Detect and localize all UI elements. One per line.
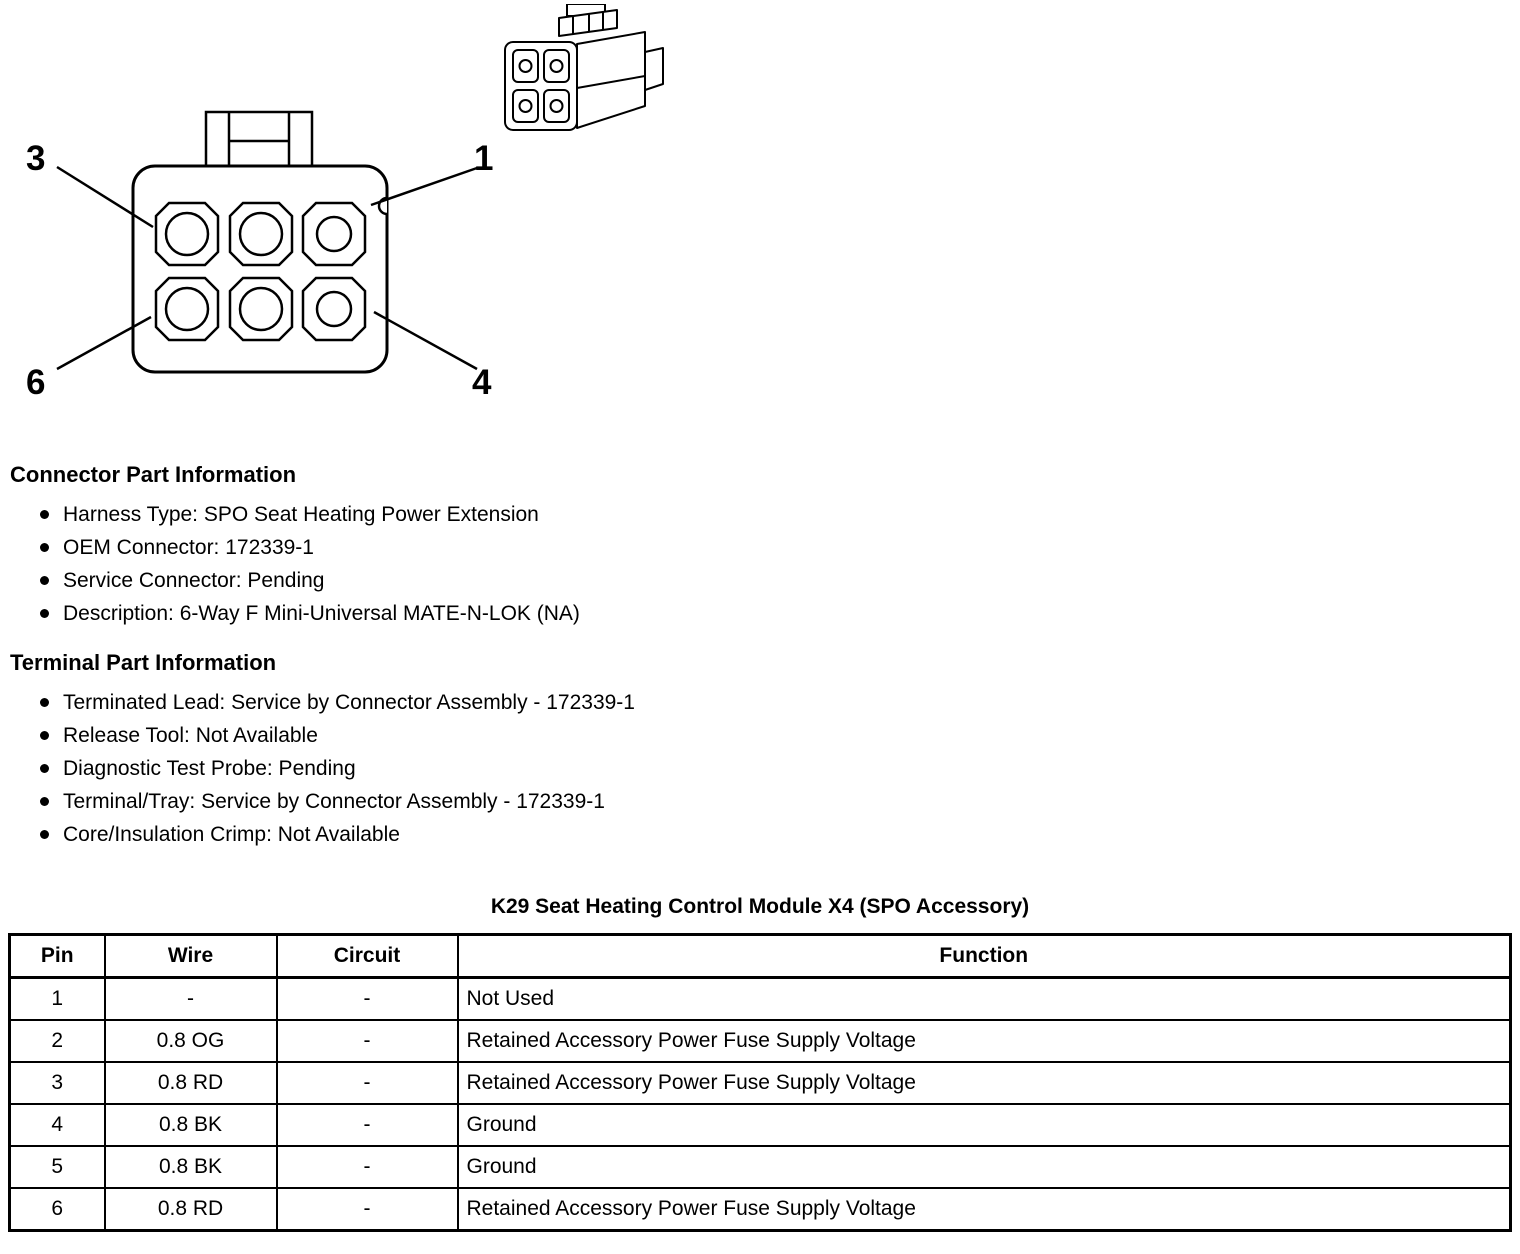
cell-pin: 3 xyxy=(10,1062,105,1104)
cell-circuit: - xyxy=(277,1104,458,1146)
cell-wire: 0.8 BK xyxy=(105,1146,277,1188)
cell-function: Retained Accessory Power Fuse Supply Voltage xyxy=(458,1188,1511,1231)
col-header-pin: Pin xyxy=(10,935,105,978)
pin-table xyxy=(8,933,1512,1232)
table-row xyxy=(10,1020,1511,1062)
list-item xyxy=(40,564,1510,597)
cell-function: Ground xyxy=(458,1146,1511,1188)
connector-latch xyxy=(206,112,312,168)
col-header-circuit: Circuit xyxy=(277,935,458,978)
col-header-function: Function xyxy=(458,935,1511,978)
list-item-text: OEM Connector: 172339-1 xyxy=(63,536,314,559)
cell-circuit: - xyxy=(277,1020,458,1062)
terminal-part-info-section xyxy=(10,650,1510,851)
connector-3d-view-drawing xyxy=(497,4,707,144)
pin-label-4: 4 xyxy=(472,363,492,402)
list-item-text: Core/Insulation Crimp: Not Available xyxy=(63,823,400,846)
cell-wire: 0.8 OG xyxy=(105,1020,277,1062)
cell-pin: 2 xyxy=(10,1020,105,1062)
bullet-icon xyxy=(40,830,49,839)
list-item xyxy=(40,785,1510,818)
bullet-icon xyxy=(40,764,49,773)
table-header-row xyxy=(10,935,1511,978)
list-item-text: Harness Type: SPO Seat Heating Power Extension xyxy=(63,503,539,526)
pin-table-title: K29 Seat Heating Control Module X4 (SPO Accessory) xyxy=(490,895,1030,918)
bullet-icon xyxy=(40,731,49,740)
bullet-icon xyxy=(40,510,49,519)
cell-wire: 0.8 BK xyxy=(105,1104,277,1146)
cell-circuit: - xyxy=(277,1188,458,1231)
connector-part-info-section xyxy=(10,462,1510,630)
list-item-text: Terminated Lead: Service by Connector Assembly - 172339-1 xyxy=(63,691,635,714)
pin-label-1: 1 xyxy=(474,139,494,178)
terminal-part-info-list xyxy=(10,686,1510,851)
cell-circuit: - xyxy=(277,978,458,1021)
iso-right-tab xyxy=(645,48,663,90)
list-item-text: Terminal/Tray: Service by Connector Assembly - 172339-1 xyxy=(63,790,605,813)
cell-circuit: - xyxy=(277,1146,458,1188)
cell-function: Not Used xyxy=(458,978,1511,1021)
connector-diagram xyxy=(0,0,1520,448)
list-item-text: Diagnostic Test Probe: Pending xyxy=(63,757,356,780)
bullet-icon xyxy=(40,609,49,618)
cell-circuit: - xyxy=(277,1062,458,1104)
list-item xyxy=(40,498,1510,531)
connector-part-info-heading: Connector Part Information xyxy=(10,462,297,487)
cell-function: Ground xyxy=(458,1104,1511,1146)
cell-wire: - xyxy=(105,978,277,1021)
connector-front-view-drawing xyxy=(0,0,520,448)
table-row xyxy=(10,978,1511,1021)
list-item-text: Release Tool: Not Available xyxy=(63,724,318,747)
document-body xyxy=(0,462,1520,851)
bullet-icon xyxy=(40,576,49,585)
list-item-text: Service Connector: Pending xyxy=(63,569,325,592)
pin-label-3: 3 xyxy=(26,139,46,178)
cell-pin: 1 xyxy=(10,978,105,1021)
list-item xyxy=(40,719,1510,752)
bullet-icon xyxy=(40,698,49,707)
col-header-wire: Wire xyxy=(105,935,277,978)
cell-pin: 5 xyxy=(10,1146,105,1188)
list-item xyxy=(40,752,1510,785)
table-row xyxy=(10,1104,1511,1146)
cell-function: Retained Accessory Power Fuse Supply Voltage xyxy=(458,1062,1511,1104)
list-item xyxy=(40,686,1510,719)
iso-body-side xyxy=(577,32,645,128)
list-item xyxy=(40,531,1510,564)
table-row xyxy=(10,1188,1511,1231)
table-row xyxy=(10,1062,1511,1104)
cell-function: Retained Accessory Power Fuse Supply Voltage xyxy=(458,1020,1511,1062)
cell-wire: 0.8 RD xyxy=(105,1062,277,1104)
connector-part-info-list xyxy=(10,498,1510,630)
cell-wire: 0.8 RD xyxy=(105,1188,277,1231)
list-item xyxy=(40,597,1510,630)
table-row xyxy=(10,1146,1511,1188)
bullet-icon xyxy=(40,797,49,806)
pin-label-6: 6 xyxy=(26,363,46,402)
cell-pin: 6 xyxy=(10,1188,105,1231)
bullet-icon xyxy=(40,543,49,552)
cell-pin: 4 xyxy=(10,1104,105,1146)
list-item xyxy=(40,818,1510,851)
terminal-part-info-heading: Terminal Part Information xyxy=(10,650,277,675)
list-item-text: Description: 6-Way F Mini-Universal MATE-N-LOK (NA) xyxy=(63,602,580,625)
